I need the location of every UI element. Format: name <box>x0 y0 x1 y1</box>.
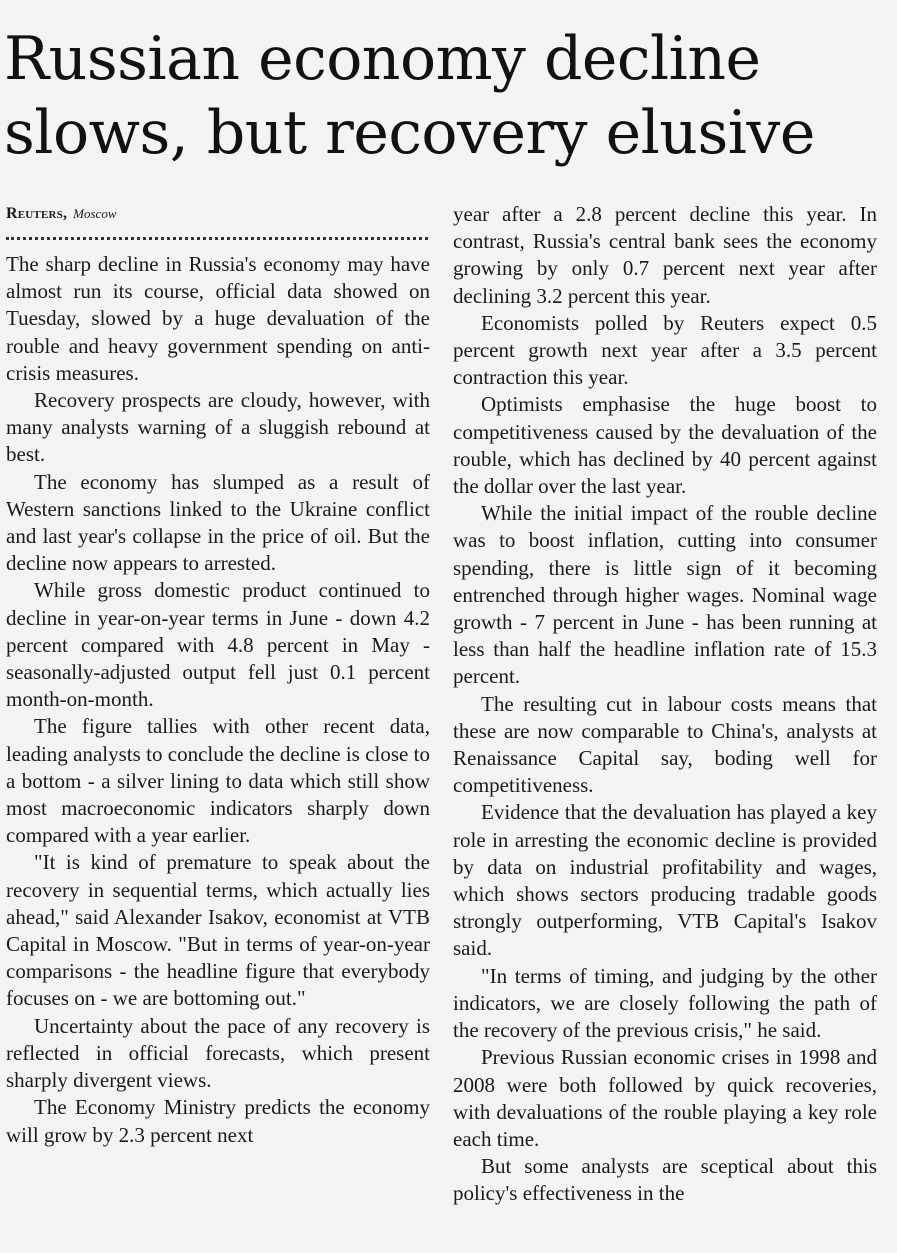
paragraph: Uncertainty about the pace of any recovery is reflected in official forecasts, which present sharply divergent views. <box>6 1013 430 1093</box>
paragraph: The Economy Ministry predicts the economy will grow by 2.3 percent next <box>6 1095 430 1147</box>
paragraph: The economy has slumped as a result of Western sanctions linked to the Ukraine conflict and last year's collapse in the price of oil. But the decline now appears to arrested. <box>6 469 430 576</box>
article-column-right <box>453 201 877 1208</box>
byline <box>6 200 430 227</box>
headline-line-1: Russian economy decline <box>4 24 761 94</box>
byline-dateline: Moscow <box>73 206 117 221</box>
article-column-left <box>6 200 430 1149</box>
paragraph: The sharp decline in Russia's economy may have almost run its course, official data showed on Tuesday, slowed by a huge devaluation of the rouble and heavy government spending on anti-crisis measures. <box>6 252 430 385</box>
paragraph: Economists polled by Reuters expect 0.5 percent growth next year after a 3.5 percent contraction this year. <box>453 310 877 390</box>
paragraph: But some analysts are sceptical about this policy's effectiveness in the <box>453 1154 877 1206</box>
headline-line-2: slows, but recovery elusive <box>4 98 815 168</box>
paragraph: Recovery prospects are cloudy, however, with many analysts warning of a sluggish rebound at best. <box>6 388 430 467</box>
paragraph: While the initial impact of the rouble decline was to boost inflation, cutting into consumer spending, there is little sign of it becoming entrenched through higher wages. Nominal wage growth - 7 percent in June - has been running at less than half the headline inflation rate of 15.3 percent. <box>453 501 877 689</box>
paragraph: The resulting cut in labour costs means that these are now comparable to China's, analysts at Renaissance Capital say, boding well for competitiveness. <box>453 691 877 798</box>
byline-agency: Reuters, <box>6 205 68 222</box>
paragraph: Evidence that the devaluation has played a key role in arresting the economic decline is provided by data on industrial profitability and wages, which shows sectors producing tradable goods strongly outperforming, VTB Capital's Isakov said. <box>453 800 877 961</box>
paragraph: The figure tallies with other recent data, leading analysts to conclude the decline is close to a bottom - a silver lining to data which still show most macroeconomic indicators sharply down compared with a year earlier. <box>6 714 430 848</box>
headline <box>4 22 894 170</box>
paragraph: Optimists emphasise the huge boost to competitiveness caused by the devaluation of the rouble, which has declined by 40 percent against the dollar over the last year. <box>453 392 877 499</box>
paragraph: "In terms of timing, and judging by the other indicators, we are closely following the path of the recovery of the previous crisis," he said. <box>453 963 877 1043</box>
paragraph: year after a 2.8 percent decline this year. In contrast, Russia's central bank sees the economy growing by only 0.7 percent next year after declining 3.2 percent this year. <box>453 202 877 308</box>
paragraph: "It is kind of premature to speak about the recovery in sequential terms, which actually lies ahead," said Alexander Isakov, economist at VTB Capital in Moscow. "But in terms of year-on-year comparisons - the headline figure that everybody focuses on - we are bottoming out." <box>6 850 430 1011</box>
paragraph: While gross domestic product continued to decline in year-on-year terms in June - down 4.2 percent compared with 4.8 percent in May - seasonally-adjusted output fell just 0.1 percent month-on-month. <box>6 578 430 712</box>
paragraph: Previous Russian economic crises in 1998 and 2008 were both followed by quick recoveries, with devaluations of the rouble playing a key role each time. <box>453 1045 877 1151</box>
dotted-divider <box>6 231 428 240</box>
